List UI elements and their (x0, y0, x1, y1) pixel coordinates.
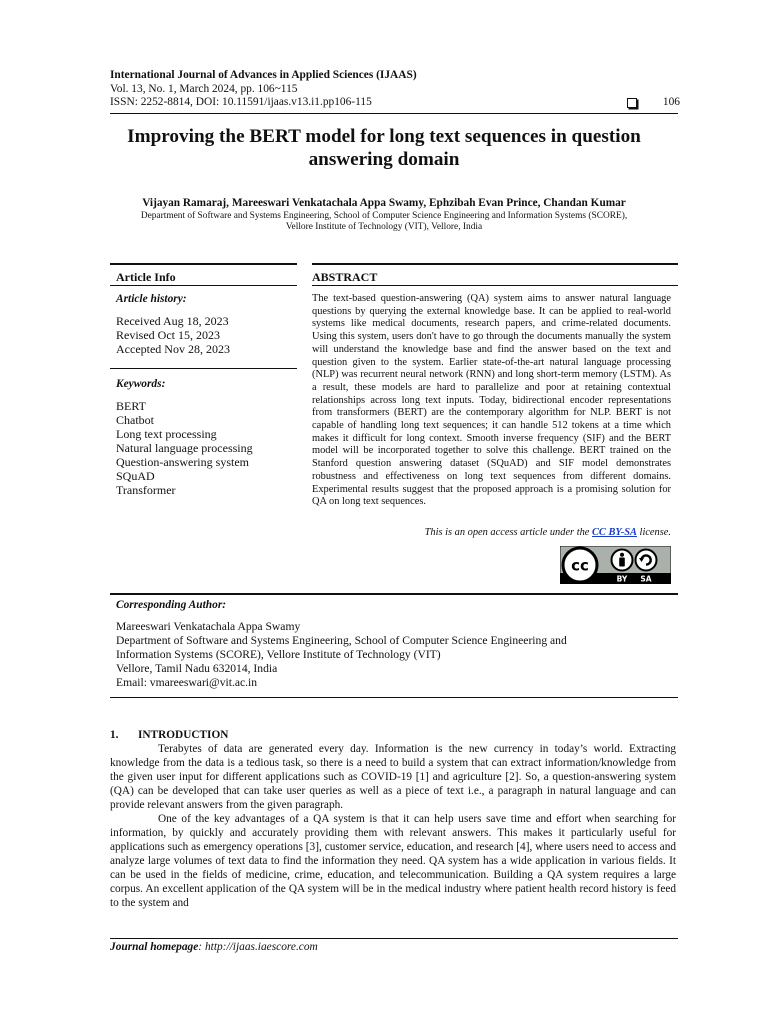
header-right (627, 96, 680, 110)
badge-sa-text: SA (640, 574, 652, 584)
section-title: INTRODUCTION (138, 729, 229, 741)
badge-by-text: BY (616, 574, 628, 584)
journal-name: International Journal of Advances in Applied Sciences (IJAAS) (110, 69, 417, 81)
license-prefix: This is an open access article under the (424, 527, 592, 538)
keywords-list (116, 399, 253, 497)
footer-rule (110, 938, 678, 939)
accepted-date: Accepted Nov 28, 2023 (116, 342, 230, 356)
license-statement (312, 527, 671, 538)
corresponding-email[interactable]: Email: vmareeswari@vit.ac.in (116, 676, 258, 689)
article-info-top-rule (110, 263, 297, 265)
corresponding-dept-2: Information Systems (SCORE), Vellore Institute of Technology (VIT) (116, 648, 441, 661)
square-bullet-icon (627, 98, 637, 108)
section-number: 1. (110, 729, 119, 741)
corresponding-heading: Corresponding Author: (116, 599, 227, 611)
keyword-item: Question-answering system (116, 455, 249, 469)
cc-by-sa-link[interactable]: CC BY-SA (592, 527, 637, 538)
affiliation-line-1: Department of Software and Systems Engineering, School of Computer Science Engineering and Information Systems (SCORE), (140, 211, 628, 221)
corresponding-author-block (116, 620, 676, 690)
article-info-heading: Article Info (116, 270, 176, 284)
corresponding-bottom-rule (110, 697, 678, 698)
license-suffix: license. (636, 527, 671, 538)
keyword-item: Transformer (116, 483, 176, 497)
keyword-item: Chatbot (116, 413, 154, 427)
article-history-heading: Article history: (116, 293, 187, 305)
abstract-top-rule (312, 263, 678, 265)
keywords-heading: Keywords: (116, 378, 166, 390)
section-heading (110, 728, 676, 742)
footer-separator: : (198, 941, 205, 953)
corresponding-address: Vellore, Tamil Nadu 632014, India (116, 662, 278, 675)
running-header (110, 69, 680, 110)
keyword-item: Long text processing (116, 427, 217, 441)
intro-paragraph-1: Terabytes of data are generated every day. Information is the new currency in today’s world. Extracting knowledge from the data is a tedious task, so there is a need to build a system that can extract information/knowledge from the given user input for different applications such as COVID-19 [1] and agriculture [2]. So, a question-answering system (QA) can be developed that can take user queries as well as a piece of text i.e., a paragraph in natural language and can provide relevant answers from the given paragraph. (110, 743, 676, 811)
page-number: 106 (662, 96, 680, 109)
corresponding-name: Mareeswari Venkatachala Appa Swamy (116, 620, 301, 633)
abstract-sub-rule (312, 285, 678, 286)
corresponding-dept-1: Department of Software and Systems Engineering, School of Computer Science Engineering and (116, 634, 567, 647)
paper-title: Improving the BERT model for long text sequences in question answering domain (127, 126, 641, 170)
issn-doi: ISSN: 2252-8814, DOI: 10.11591/ijaas.v13.i1.pp106-115 (110, 96, 372, 109)
journal-homepage-link[interactable]: http://ijaas.iaescore.com (204, 941, 318, 953)
cc-by-sa-badge-icon[interactable] (560, 546, 671, 584)
corresponding-top-rule (110, 593, 678, 595)
intro-paragraph-2: One of the key advantages of a QA system is that it can help users save time and effort when searching for information, by quickly and accurately providing them with relevant answers. This makes it particularly useful for applications such as emergency operations [3], customer service, education, and research [4], where users need to access and analyze large volumes of text data to find the information they need. QA system has a wide application in various fields. It can be used in the fields of medicine, crime, education, and telecommunication. Building a QA system requires a large corpus. An excellent application of the QA system will be in the medical industry where patient health record history is feed to the system and (110, 813, 676, 909)
article-history (116, 314, 230, 356)
received-date: Received Aug 18, 2023 (116, 314, 229, 328)
journal-footer (110, 941, 318, 953)
keyword-item: SQuAD (116, 469, 155, 483)
revised-date: Revised Oct 15, 2023 (116, 328, 220, 342)
footer-label: Journal homepage (110, 941, 199, 953)
keyword-item: Natural language processing (116, 441, 253, 455)
affiliation (100, 211, 668, 234)
introduction-section (110, 728, 676, 910)
header-rule (110, 113, 678, 114)
abstract-heading: ABSTRACT (312, 270, 378, 284)
keyword-item: BERT (116, 399, 146, 413)
abstract-text: The text-based question-answering (QA) system aims to answer natural language questions by querying the external knowledge base. It can be applied to real-world systems like medical documents, research papers, and crime-related documents. Using this system, users don't have to go through the documents manually the system will understand the knowledge base and find the answer based on the text and question given to the system. Earlier state-of-the-art natural language processing (NLP) was recurrent neural network (RNN) and long short-term memory (LSTM). As a result, these models are hard to parallelize and poor at retaining contextual relationships across long text inputs. Today, bidirectional encoder representations from transformers (BERT) are the contemporary algorithm for NLP. BERT is not capable of handling long text sequences; it can handle 512 tokens at a time which makes it difficult for long context. Smooth inverse frequency (SIF) and the BERT model will be incorporated together to solve this challenge. BERT trained on the Stanford question answering dataset (SQuAD) and SIF model demonstrates robustness and effectiveness on long text sequences from different domains. Experimental results suggest that the proposed approach is a promising solution for QA on long text sequences. (312, 293, 671, 508)
affiliation-line-2: Vellore Institute of Technology (VIT), Vellore, India (285, 222, 483, 233)
badge-cc-text: cc (571, 556, 589, 575)
volume-info: Vol. 13, No. 1, March 2024, pp. 106~115 (110, 82, 298, 95)
author-list: Vijayan Ramaraj, Mareeswari Venkatachala Appa Swamy, Ephzibah Evan Prince, Chandan Kumar (142, 197, 626, 209)
history-divider (110, 368, 297, 369)
article-info-sub-rule (110, 285, 297, 286)
